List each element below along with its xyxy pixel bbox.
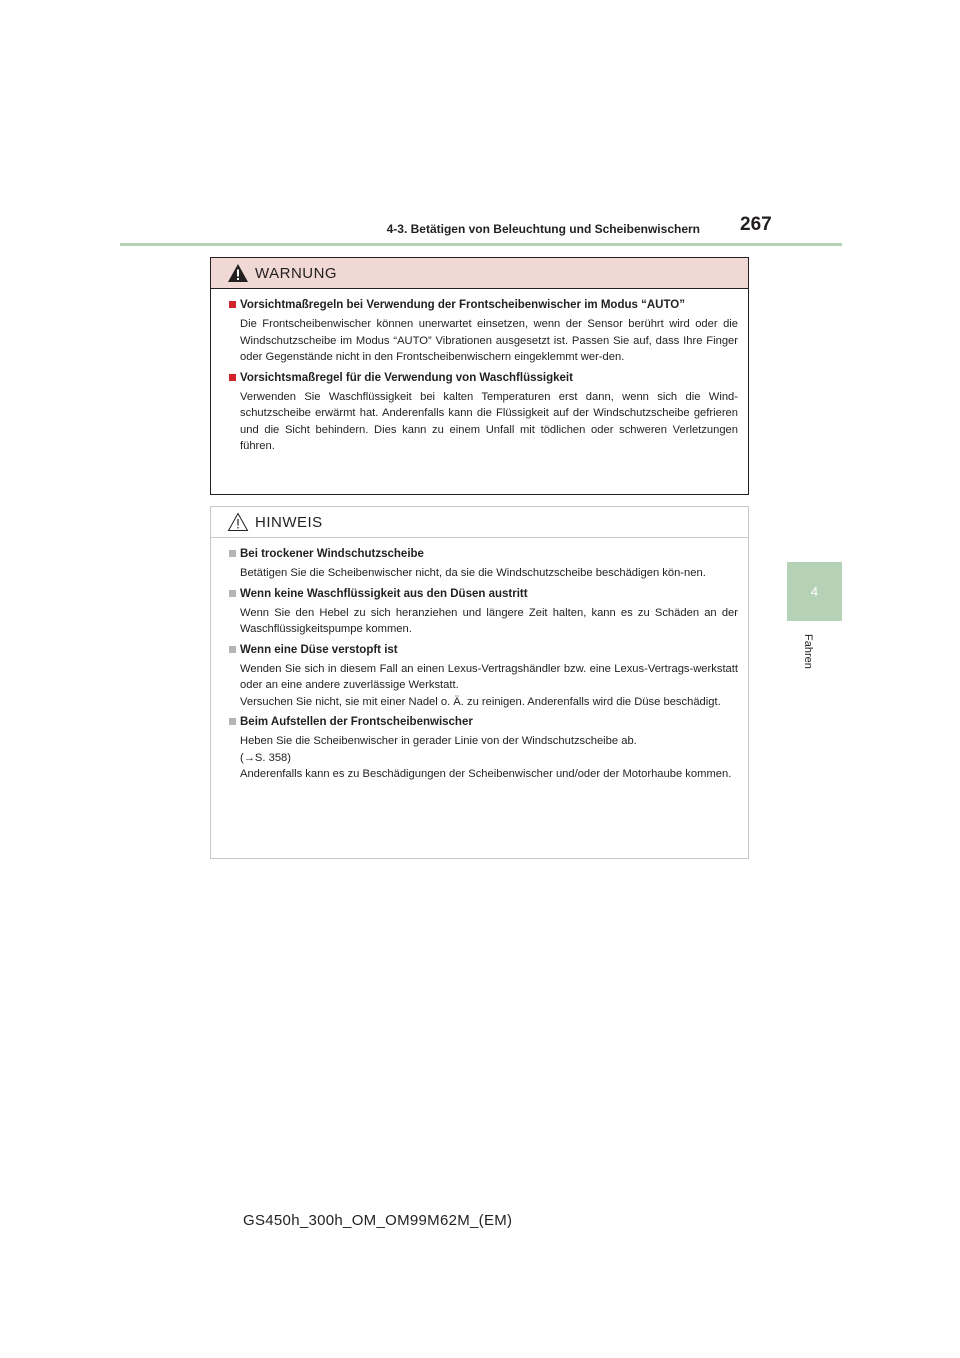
- notice-item-title-text: Wenn keine Waschflüssigkeit aus den Düsen austritt: [240, 587, 528, 600]
- notice-item-line: Versuchen Sie nicht, sie mit einer Nadel o. Ä. zu reinigen. Anderenfalls wird die Düse beschädigt.: [240, 695, 721, 708]
- notice-title: HINWEIS: [255, 513, 323, 531]
- page-reference-link[interactable]: (→S. 358): [240, 751, 291, 764]
- notice-item-title-text: Wenn eine Düse verstopft ist: [240, 643, 398, 656]
- warning-item-text: Die Frontscheibenwischer können unerwartet einsetzen, wenn der Sensor berührt wird oder die Windschutzscheibe im Modus “AUTO” Vibrationen ausgesetzt ist. Passen Sie auf, dass Ihre Finger oder Gegenstände nicht in den Frontscheibenwischern eingeklemmt wer-den.: [240, 318, 738, 363]
- header-rule: [120, 243, 842, 246]
- notice-item-title: [229, 642, 738, 658]
- caution-triangle-icon: [227, 512, 249, 532]
- notice-item-text: [240, 661, 738, 711]
- notice-item-line: Wenn Sie den Hebel zu sich heranziehen und längere Zeit halten, kann es zu Schäden an der Waschflüssigkeitspumpe kommen.: [240, 606, 738, 635]
- footer-document-code: GS450h_300h_OM_OM99M62M_(EM): [243, 1212, 513, 1229]
- notice-item: [229, 546, 738, 582]
- warning-triangle-icon: [227, 263, 249, 283]
- notice-item-title-text: Bei trockener Windschutzscheibe: [240, 548, 424, 560]
- warning-box: [210, 257, 749, 495]
- notice-item: [229, 586, 738, 638]
- square-bullet-icon: [229, 301, 236, 308]
- square-bullet-icon: [229, 550, 236, 557]
- notice-item-line: Wenden Sie sich in diesem Fall an einen Lexus-Vertragshändler bzw. eine Lexus-Vertrags-werkstatt oder an eine andere zuverlässige Werkstatt.: [240, 662, 738, 691]
- notice-item-text: [240, 565, 738, 582]
- notice-item-line: Betätigen Sie die Scheibenwischer nicht, da sie die Windschutzscheibe beschädigen kön-nen.: [240, 567, 706, 579]
- warning-item-title-text: Vorsichtsmaßregel für die Verwendung von Waschflüssigkeit: [240, 371, 573, 384]
- warning-item-title-text: Vorsichtmaßregeln bei Verwendung der Frontscheibenwischer im Modus “AUTO”: [240, 299, 685, 311]
- chapter-number: 4: [810, 584, 819, 599]
- notice-item-text: [240, 733, 738, 783]
- warning-title: WARNUNG: [255, 264, 338, 282]
- warning-box-header: [211, 258, 748, 289]
- notice-item-title: [229, 546, 738, 562]
- warning-item: [229, 297, 738, 366]
- notice-item-text: [240, 605, 738, 638]
- square-bullet-icon: [229, 646, 236, 653]
- notice-box-body: [211, 538, 748, 783]
- square-bullet-icon: [229, 718, 236, 725]
- chapter-name: Fahren: [802, 633, 814, 669]
- notice-item-line: Heben Sie die Scheibenwischer in gerader Linie von der Windschutzscheibe ab.: [240, 735, 637, 747]
- warning-item: [229, 370, 738, 455]
- header-section-title: 4-3. Betätigen von Beleuchtung und Scheibenwischern: [386, 222, 700, 236]
- square-bullet-icon: [229, 590, 236, 597]
- notice-box-header: [211, 507, 748, 538]
- notice-item-title-text: Beim Aufstellen der Frontscheibenwischer: [240, 716, 473, 728]
- square-bullet-icon: [229, 374, 236, 381]
- notice-item: [229, 714, 738, 783]
- notice-item-line: Anderenfalls kann es zu Beschädigungen der Scheibenwischer und/oder der Motorhaube kommen.: [240, 768, 732, 780]
- warning-item-text: Verwenden Sie Waschflüssigkeit bei kalten Temperaturen erst dann, wenn sich die Wind-schutzscheibe erwärmt hat. Anderenfalls kann die Flüssigkeit auf der Windschutzscheibe gefrieren und die Sicht behindern. Dies kann zu einem Unfall mit tödlichen oder schweren Verletzungen führen.: [240, 390, 738, 452]
- notice-box: [210, 506, 749, 859]
- page-number: 267: [740, 214, 772, 235]
- warning-box-body: [211, 289, 748, 455]
- chapter-tab[interactable]: [787, 562, 842, 621]
- notice-item-title: [229, 714, 738, 730]
- notice-item: [229, 642, 738, 711]
- notice-item-title: [229, 586, 738, 602]
- warning-item-title: [229, 297, 738, 313]
- warning-item-title: [229, 370, 738, 386]
